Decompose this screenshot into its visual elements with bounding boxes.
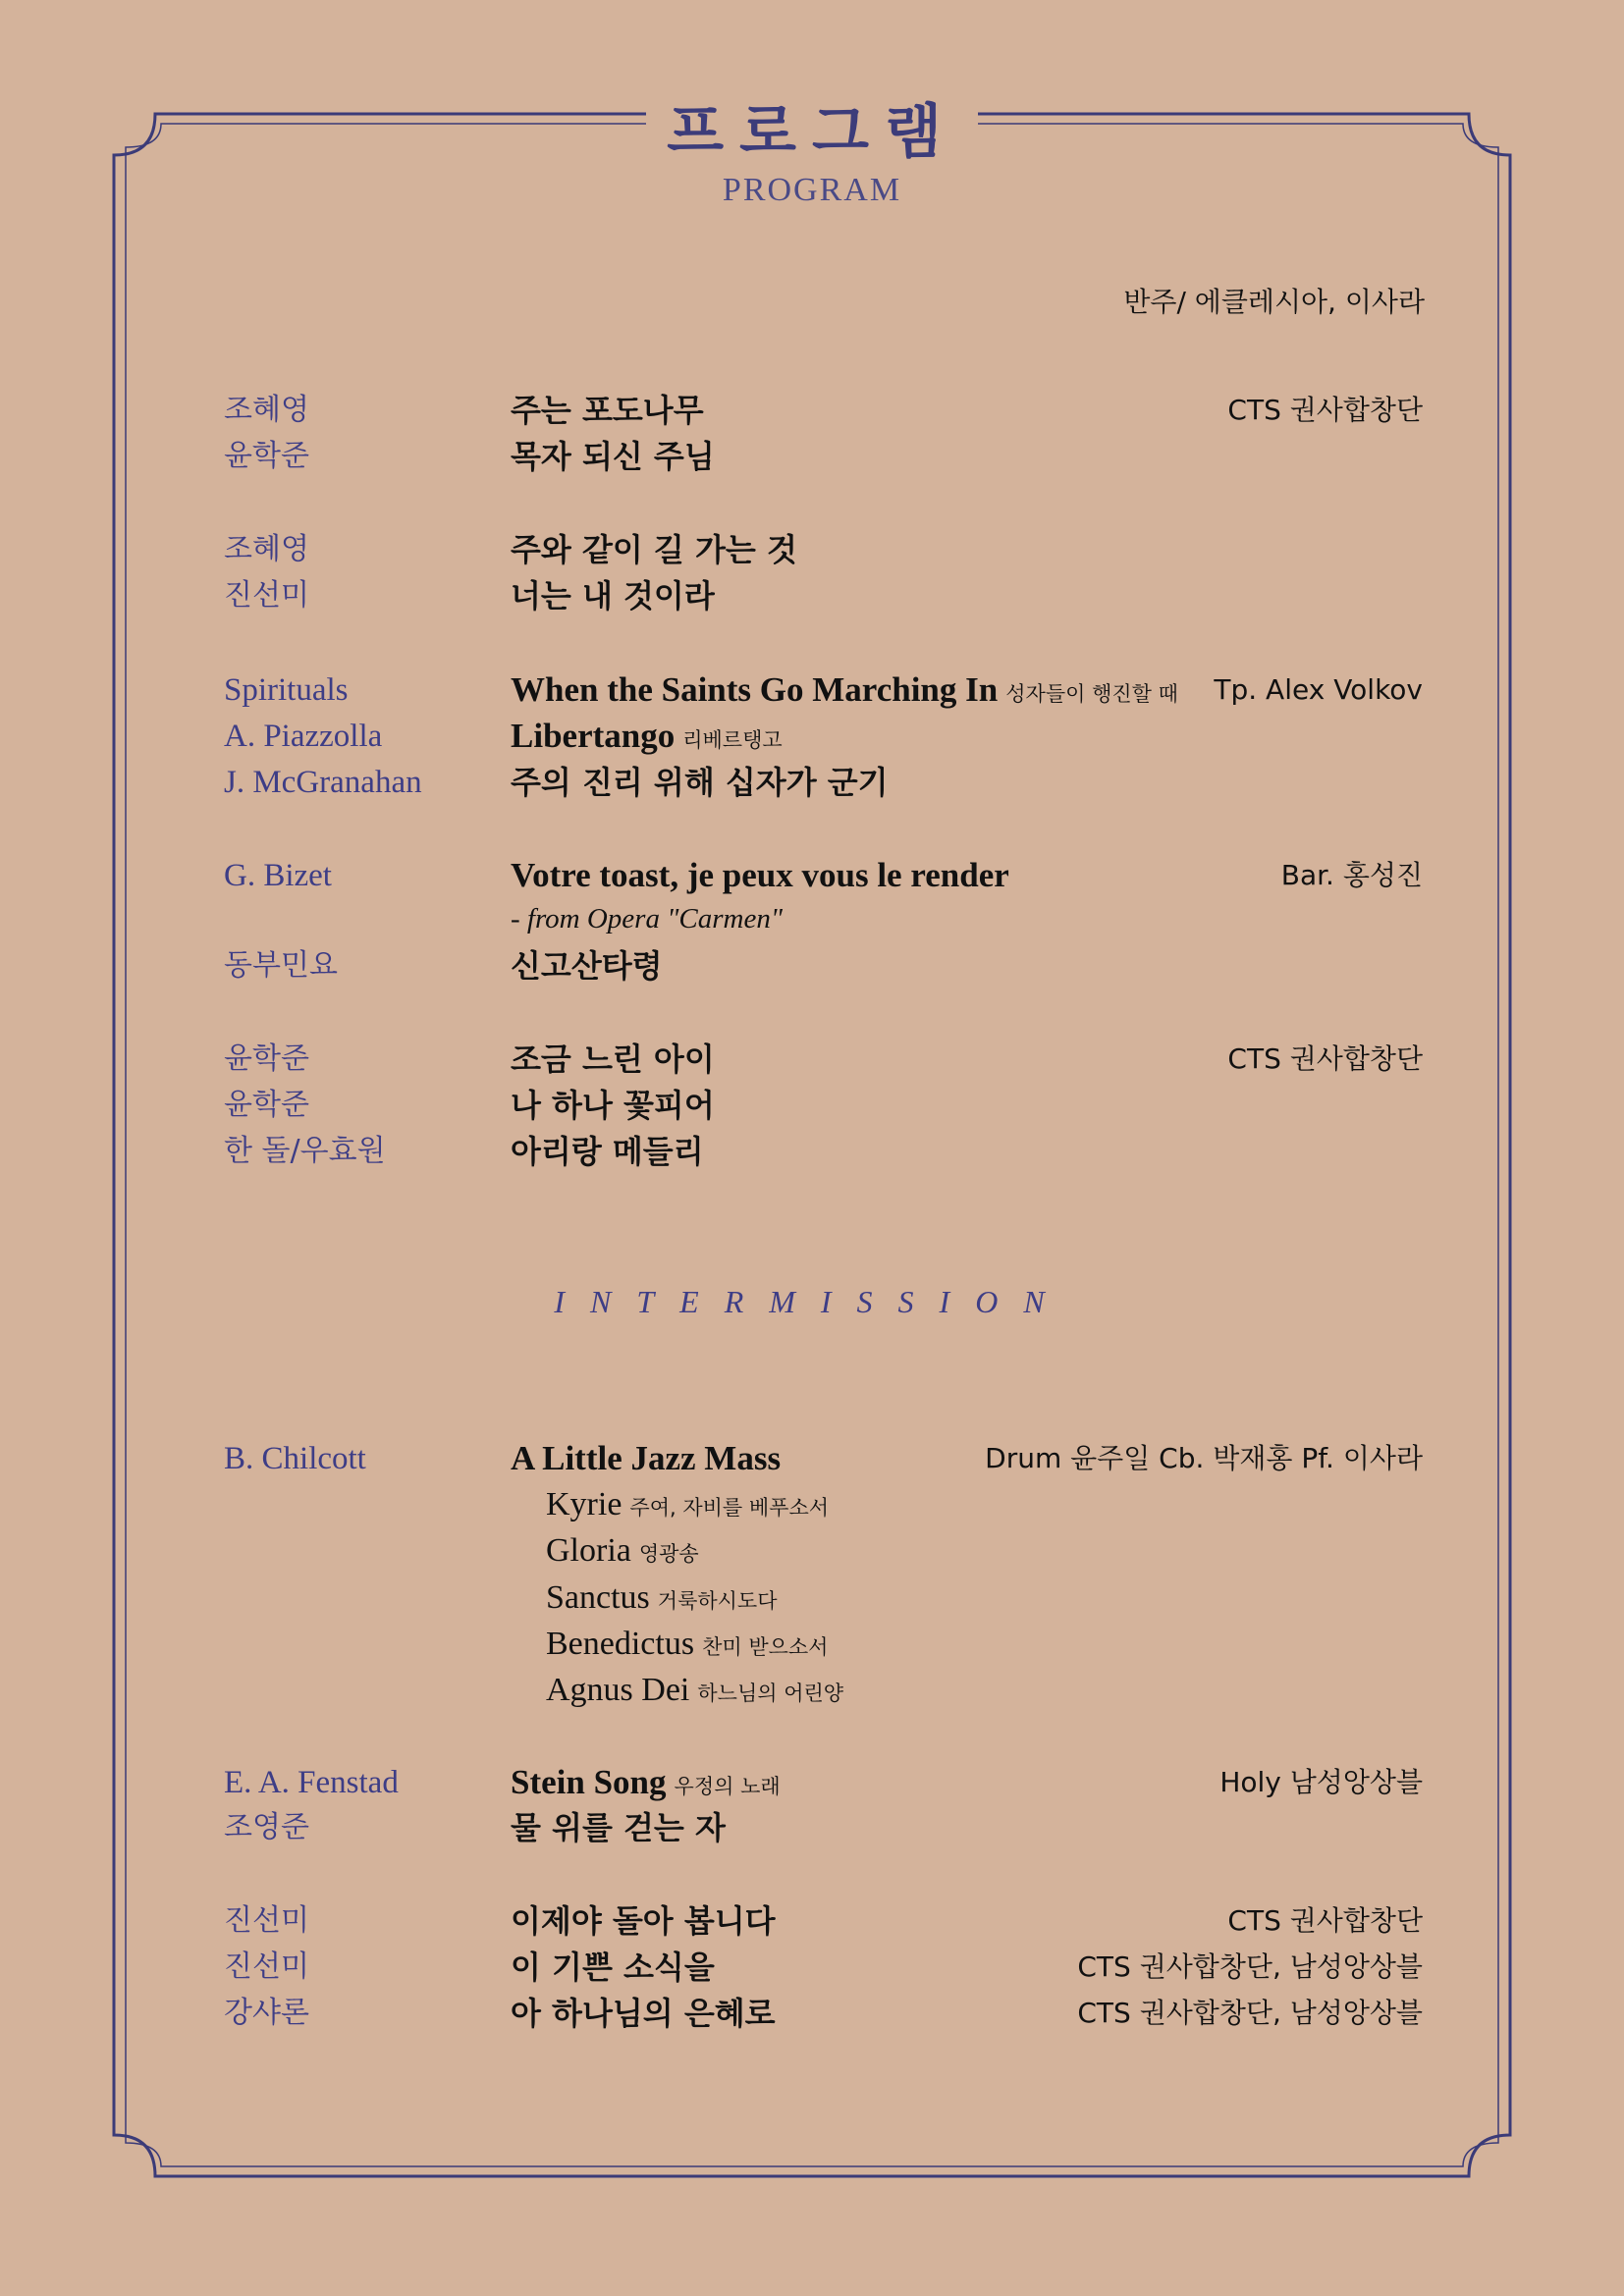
song-title: 신고산타령 bbox=[511, 947, 663, 985]
movement-name: Benedictus bbox=[546, 1626, 695, 1662]
mass-movement-row bbox=[0, 1668, 1624, 1713]
performer: Holy 남성앙상블 bbox=[1219, 1766, 1423, 1798]
composer: 진선미 bbox=[224, 578, 309, 613]
program-row bbox=[0, 943, 1624, 988]
mass-movement-row bbox=[0, 1528, 1624, 1574]
song-title: 이제야 돌아 봅니다 bbox=[511, 1902, 776, 1940]
composer: 윤학준 bbox=[224, 1088, 309, 1122]
song-title: 나 하나 꽃피어 bbox=[511, 1087, 715, 1124]
song-title bbox=[511, 714, 783, 763]
song-title: 조금 느린 아이 bbox=[511, 1041, 715, 1078]
movement-name-korean: 찬미 받으소서 bbox=[702, 1635, 829, 1659]
mass-movement bbox=[546, 1622, 828, 1670]
composer: 동부민요 bbox=[224, 948, 338, 983]
performer: Tp. Alex Volkov bbox=[1214, 673, 1423, 706]
performer: CTS 권사합창단, 남성앙상블 bbox=[1077, 1950, 1423, 1983]
movement-name: Agnus Dei bbox=[546, 1672, 690, 1708]
movement-name: Kyrie bbox=[546, 1486, 623, 1522]
program-row bbox=[0, 434, 1624, 479]
song-title bbox=[511, 1760, 781, 1809]
song-title: 주는 포도나무 bbox=[511, 392, 704, 429]
program-row bbox=[0, 1805, 1624, 1850]
song-title-korean: 성자들이 행진할 때 bbox=[1005, 682, 1178, 706]
program-row bbox=[0, 760, 1624, 805]
performer: CTS 권사합창단 bbox=[1227, 394, 1423, 426]
intermission-label: INTERMISSION bbox=[554, 1284, 1070, 1319]
song-title: 주와 같이 길 가는 것 bbox=[511, 531, 797, 568]
composer: E. A. Fenstad bbox=[224, 1765, 399, 1800]
program-row bbox=[0, 573, 1624, 618]
mass-movement bbox=[546, 1528, 699, 1576]
movement-name-korean: 하느님의 어린양 bbox=[697, 1682, 844, 1705]
composer: 조혜영 bbox=[224, 393, 309, 427]
composer: 진선미 bbox=[224, 1949, 309, 1984]
song-title bbox=[511, 667, 1178, 717]
program-row bbox=[0, 1991, 1624, 2036]
mass-movement-row bbox=[0, 1482, 1624, 1527]
movement-name: Gloria bbox=[546, 1532, 631, 1569]
song-title: 아 하나님의 은혜로 bbox=[511, 1995, 776, 2032]
composer: Spirituals bbox=[224, 672, 349, 708]
composer: B. Chilcott bbox=[224, 1441, 366, 1476]
mass-movement-row bbox=[0, 1622, 1624, 1667]
composer: 한 돌/우효원 bbox=[224, 1134, 386, 1168]
song-title: Votre toast, je peux vous le render bbox=[511, 856, 1009, 894]
composer: G. Bizet bbox=[224, 858, 332, 893]
song-title: 이 기쁜 소식을 bbox=[511, 1949, 715, 1986]
movement-name-korean: 거룩하시도다 bbox=[657, 1589, 778, 1613]
song-title-english: When the Saints Go Marching In bbox=[511, 670, 999, 709]
song-title: 아리랑 메들리 bbox=[511, 1133, 704, 1170]
opera-note: - from Opera "Carmen" bbox=[511, 903, 784, 934]
composer: A. Piazzolla bbox=[224, 719, 383, 754]
composer: 조영준 bbox=[224, 1810, 309, 1844]
movement-name-korean: 주여, 자비를 베푸소서 bbox=[629, 1496, 830, 1520]
program-row bbox=[0, 527, 1624, 572]
composer: 강샤론 bbox=[224, 1996, 309, 2030]
program-row bbox=[0, 1037, 1624, 1082]
performer: CTS 권사합창단 bbox=[1227, 1042, 1423, 1075]
song-title-korean: 우정의 노래 bbox=[674, 1775, 781, 1798]
song-title: 물 위를 걷는 자 bbox=[511, 1809, 726, 1846]
composer: J. McGranahan bbox=[224, 765, 422, 800]
program-row bbox=[0, 1436, 1624, 1481]
program-row bbox=[0, 1898, 1624, 1944]
program-row bbox=[0, 667, 1624, 713]
mass-movement bbox=[546, 1575, 778, 1624]
song-title-english: Libertango bbox=[511, 717, 676, 755]
movement-name-korean: 영광송 bbox=[638, 1542, 699, 1566]
program-row bbox=[0, 1760, 1624, 1805]
song-title: 주의 진리 위해 십자가 군기 bbox=[511, 764, 889, 801]
mass-movement-row bbox=[0, 1575, 1624, 1621]
composer: 윤학준 bbox=[224, 1041, 309, 1076]
performer: Drum 윤주일 Cb. 박재홍 Pf. 이사라 bbox=[985, 1442, 1423, 1474]
page-title-english: PROGRAM bbox=[722, 172, 902, 208]
performer: CTS 권사합창단, 남성앙상블 bbox=[1077, 1997, 1423, 2029]
mass-movement bbox=[546, 1668, 843, 1716]
song-title-english: Stein Song bbox=[511, 1763, 667, 1801]
performer: Bar. 홍성진 bbox=[1280, 859, 1423, 891]
song-title: A Little Jazz Mass bbox=[511, 1439, 782, 1477]
program-row bbox=[0, 714, 1624, 759]
composer: 윤학준 bbox=[224, 439, 309, 473]
movement-name: Sanctus bbox=[546, 1579, 650, 1616]
song-title: 목자 되신 주님 bbox=[511, 438, 715, 475]
program-row bbox=[0, 853, 1624, 898]
accompaniment-credit: 반주/ 에클레시아, 이사라 bbox=[1123, 286, 1425, 318]
composer: 조혜영 bbox=[224, 532, 309, 566]
song-title: 너는 내 것이라 bbox=[511, 577, 715, 614]
composer: 진선미 bbox=[224, 1903, 309, 1938]
program-row bbox=[0, 1129, 1624, 1174]
program-note-row bbox=[0, 896, 1624, 941]
page-title-korean: 프로그램 bbox=[667, 98, 957, 167]
program-row bbox=[0, 1945, 1624, 1990]
program-row bbox=[0, 1083, 1624, 1128]
song-title-korean: 리베르탱고 bbox=[682, 728, 783, 752]
performer: CTS 권사합창단 bbox=[1227, 1904, 1423, 1937]
mass-movement bbox=[546, 1482, 829, 1530]
program-row bbox=[0, 388, 1624, 433]
